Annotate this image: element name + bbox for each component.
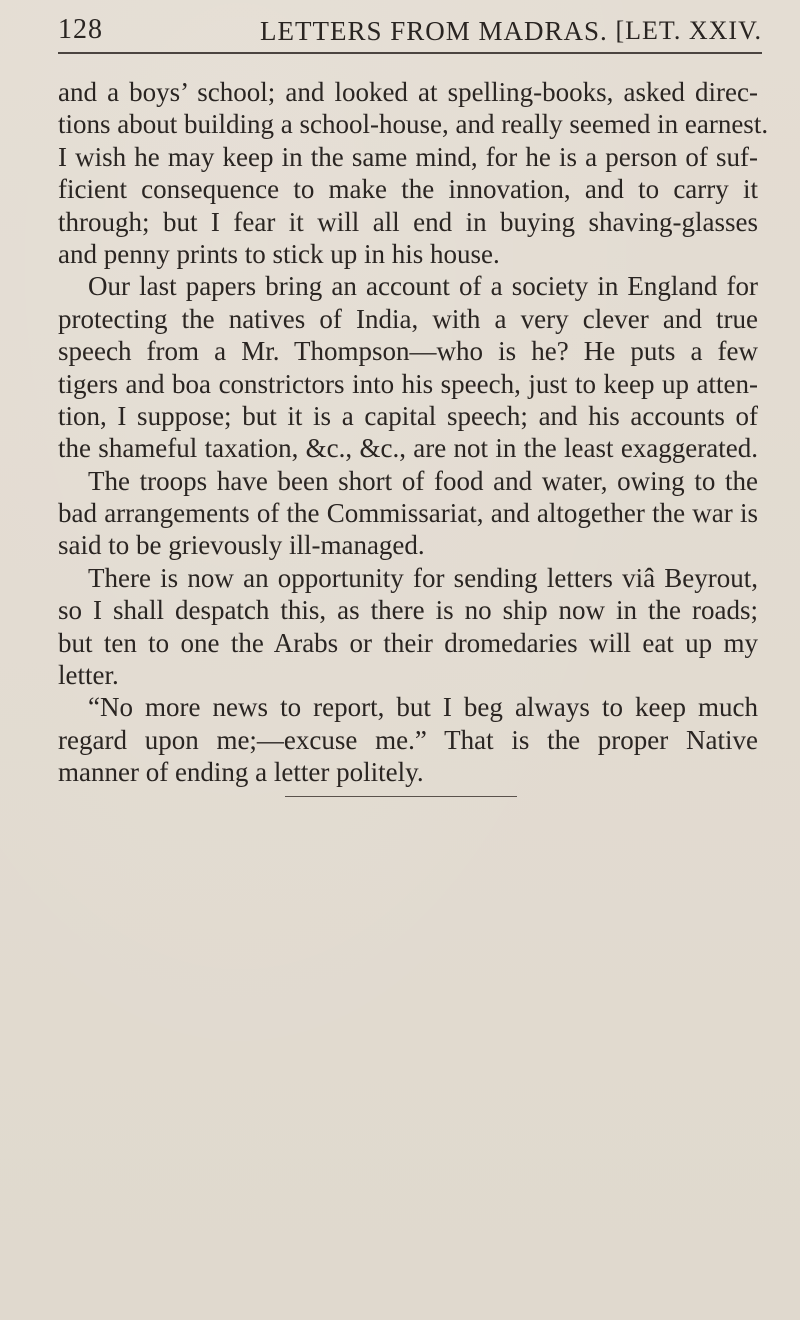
text-line: I wish he may keep in the same mind, for he is a person of suf- (58, 141, 758, 172)
paragraph-start-line: “No more news to report, but I beg always to keep much (88, 692, 758, 723)
text-line: the shameful taxation, &c., &c., are not in the least exaggerated. (58, 433, 758, 464)
text-line: tion, I suppose; but it is a capital speech; and his accounts of (58, 400, 758, 431)
paragraph-start-line: There is now an opportunity for sending letters viâ Beyrout, (88, 562, 758, 593)
text-line: said to be grievously ill-managed. (58, 530, 425, 561)
section-end-rule (285, 796, 517, 797)
text-line: tions about building a school-house, and really seemed in earnest. (58, 109, 769, 140)
page-header (58, 12, 762, 54)
text-line: ficient consequence to make the innovation, and to carry it (58, 174, 758, 205)
text-line: letter. (58, 660, 119, 691)
running-head: LETTERS FROM MADRAS. (260, 16, 608, 46)
text-line: and penny prints to stick up in his house. (58, 238, 500, 269)
paragraph-start-line: Our last papers bring an account of a society in England for (88, 271, 758, 302)
text-line: manner of ending a letter politely. (58, 757, 424, 788)
text-line: and a boys’ school; and looked at spelling-books, asked direc- (58, 77, 758, 107)
body-text (58, 76, 769, 789)
text-line: through; but I fear it will all end in buying shaving-glasses (58, 206, 758, 237)
text-line: regard upon me;—excuse me.” That is the proper Native (58, 724, 758, 755)
text-line: bad arrangements of the Commissariat, and altogether the war is (58, 498, 758, 529)
page-number: 128 (58, 14, 103, 45)
text-line: so I shall despatch this, as there is no ship now in the roads; (58, 595, 758, 626)
text-line: protecting the natives of India, with a very clever and true (58, 303, 758, 334)
letter-reference: [LET. XXIV. (615, 16, 762, 45)
text-line: speech from a Mr. Thompson—who is he? He puts a few (58, 336, 758, 367)
paragraph-start-line: The troops have been short of food and water, owing to the (88, 465, 758, 496)
text-line: tigers and boa constrictors into his speech, just to keep up atten- (58, 368, 758, 399)
text-line: but ten to one the Arabs or their dromedaries will eat up my (58, 627, 758, 658)
